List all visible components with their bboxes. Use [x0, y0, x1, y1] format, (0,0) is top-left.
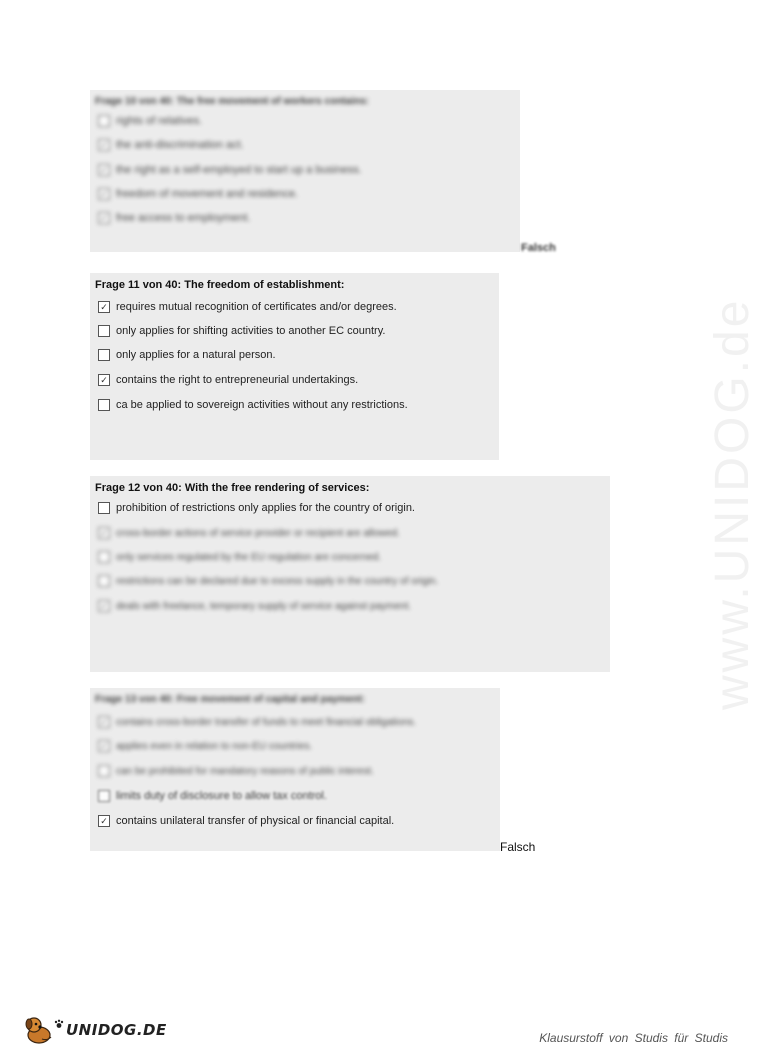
answer-option[interactable] [98, 138, 244, 152]
option-label: applies even in relation to non-EU countries. [116, 740, 313, 752]
option-label: the anti-discrimination act. [116, 139, 244, 151]
answer-option[interactable] [98, 398, 408, 412]
answer-option[interactable] [98, 501, 415, 515]
checkbox[interactable] [98, 575, 110, 587]
question-title: Frage 13 von 40: Free movement of capital and payment: [95, 694, 366, 705]
checkbox[interactable] [98, 502, 110, 514]
footer-tagline: Klausurstoff von Studis für Studis [539, 1031, 728, 1045]
watermark-text: www.UNIDOG.de [706, 297, 759, 710]
option-label: contains unilateral transfer of physical or financial capital. [116, 815, 395, 827]
checkbox[interactable] [98, 765, 110, 777]
answer-option[interactable] [98, 599, 411, 613]
option-label: only applies for a natural person. [116, 349, 276, 361]
checkbox[interactable]: ✓ [98, 815, 110, 827]
checkbox[interactable]: ✓ [98, 600, 110, 612]
answer-option[interactable] [98, 574, 438, 588]
question-title: Frage 11 von 40: The freedom of establishment: [95, 279, 345, 291]
answer-option[interactable] [98, 715, 416, 729]
checkbox[interactable]: ✓ [98, 374, 110, 386]
answer-option[interactable] [98, 324, 385, 338]
answer-option[interactable] [98, 163, 362, 177]
option-label: limits duty of disclosure to allow tax control. [116, 790, 327, 802]
option-label: can be prohibited for mandatory reasons of public interest. [116, 765, 374, 777]
option-label: contains cross-border transfer of funds to meet financial obligations. [116, 716, 417, 728]
answer-option[interactable] [98, 789, 327, 803]
paw-icon [54, 1019, 64, 1029]
answer-option[interactable] [98, 550, 381, 564]
option-label: only services regulated by the EU regulation are concerned. [116, 551, 382, 563]
checkbox[interactable]: ✓ [98, 164, 110, 176]
checkbox[interactable] [98, 349, 110, 361]
option-label: the right as a self-employed to start up a business. [116, 164, 362, 176]
option-label: freedom of movement and residence. [116, 188, 299, 200]
checkbox[interactable] [98, 790, 110, 802]
checkbox[interactable]: ✓ [98, 716, 110, 728]
checkbox[interactable]: ✓ [98, 139, 110, 151]
answer-option[interactable] [98, 814, 394, 828]
checkbox[interactable]: ✓ [98, 301, 110, 313]
answer-option[interactable] [98, 211, 251, 225]
option-label: deals with freelance, temporary supply of service against payment. [116, 600, 412, 612]
option-label: cross-border actions of service provider or recipient are allowed. [116, 527, 401, 539]
option-label: free access to employment. [116, 212, 251, 224]
answer-option[interactable] [98, 739, 312, 753]
checkbox[interactable]: ✓ [98, 740, 110, 752]
unidog-logo[interactable] [22, 1015, 167, 1045]
checkbox[interactable] [98, 325, 110, 337]
question-block [90, 90, 520, 252]
result-verdict: Falsch [500, 840, 536, 854]
dog-icon [22, 1015, 56, 1045]
option-label: rights of relatives. [116, 115, 203, 127]
checkbox[interactable]: ✓ [98, 527, 110, 539]
question-title: Frage 10 von 40: The free movement of workers contains: [95, 96, 369, 107]
option-label: restrictions can be declared due to excess supply in the country of origin. [116, 575, 439, 587]
result-verdict: Falsch [521, 242, 556, 254]
checkbox[interactable] [98, 551, 110, 563]
question-block [90, 476, 610, 672]
answer-option[interactable] [98, 348, 276, 362]
checkbox[interactable]: ✓ [98, 188, 110, 200]
answer-option[interactable] [98, 526, 400, 540]
question-title: Frage 12 von 40: With the free rendering of services: [95, 482, 370, 494]
question-block [90, 273, 499, 460]
answer-option[interactable] [98, 187, 298, 201]
answer-option[interactable] [98, 764, 374, 778]
answer-option[interactable] [98, 300, 397, 314]
question-block [90, 688, 500, 851]
option-label: ca be applied to sovereign activities without any restrictions. [116, 399, 408, 411]
checkbox[interactable]: ✓ [98, 212, 110, 224]
logo-text: UNIDOG.DE [66, 1021, 167, 1039]
option-label: requires mutual recognition of certificates and/or degrees. [116, 301, 397, 313]
checkbox[interactable] [98, 399, 110, 411]
answer-option[interactable] [98, 114, 202, 128]
option-label: prohibition of restrictions only applies for the country of origin. [116, 502, 415, 514]
answer-option[interactable] [98, 373, 358, 387]
checkbox[interactable] [98, 115, 110, 127]
option-label: contains the right to entrepreneurial undertakings. [116, 374, 359, 386]
option-label: only applies for shifting activities to another EC country. [116, 325, 386, 337]
